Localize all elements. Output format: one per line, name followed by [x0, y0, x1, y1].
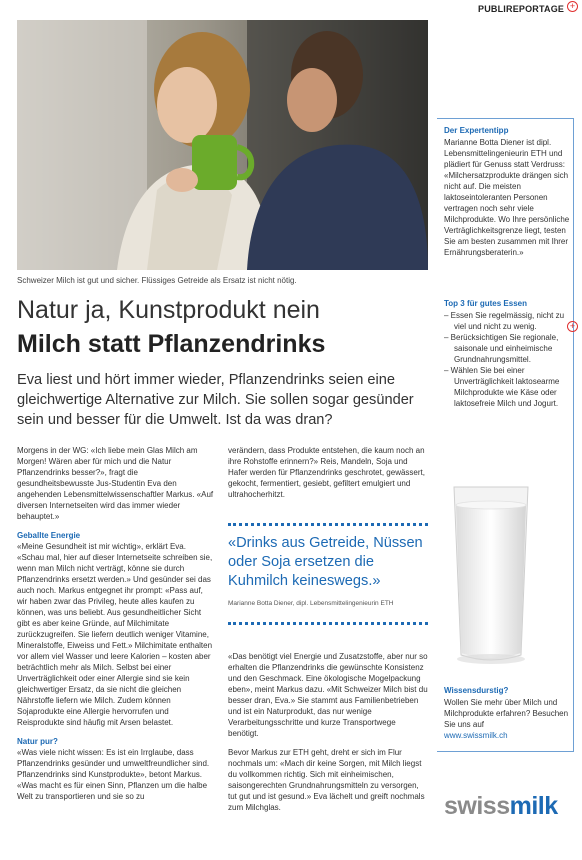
subheading: Geballte Energie: [17, 531, 81, 540]
article-column-2: [228, 445, 428, 508]
publireportage-label: PUBLIREPORTAGE: [478, 4, 565, 14]
milk-glass-image: [450, 483, 532, 668]
plus-icon[interactable]: +: [567, 321, 578, 332]
list-item: – Essen Sie regelmässig, nicht zu viel und nicht zu wenig.: [444, 311, 565, 331]
swissmilk-link[interactable]: www.swissmilk.ch: [444, 731, 508, 740]
plus-icon[interactable]: +: [567, 1, 578, 12]
swissmilk-logo: swissmilk: [444, 792, 558, 820]
pull-quote: «Drinks aus Getreide, Nüssen oder Soja ersetzen die Kuhmilch keineswegs.»: [228, 535, 423, 589]
expert-tip-text: Marianne Botta Diener ist dipl. Lebensmittelingenieurin ETH und plädiert für Genuss statt Verdruss: «Milchersatzprodukte drängen sich nicht auf. Die meisten laktoseintoleranten Personen vertragen noch sehr viele Milchprodukte. Wo Ihre persönliche Verträglichkeitsgrenze liegt, testen Sie am besten zusammen mit Ihrer Ernährungsberaterin.»: [444, 138, 570, 257]
list-item: – Berücksichtigen Sie regionale, saisonale und einheimische Grundnahrungsmittel.: [444, 333, 559, 364]
article-title: Natur ja, Kunstprodukt nein: [17, 296, 320, 324]
wissensdurstig-title: Wissensdurstig?: [444, 686, 509, 695]
paragraph: Morgens in der WG: «Ich liebe mein Glas Milch am Morgen! Wären aber für mich und die Natur Pflanzendrinks besser?», fragt die gesundheitsbewusste Jus-Studentin Eva den angehenden Lebensmittelwissenschaftler Markus. «Auf diversen Internetseiten wird das immer wieder behauptet.»: [17, 446, 214, 521]
photo-caption: Schweizer Milch ist gut und sicher. Flüssiges Getreide als Ersatz ist nicht nötig.: [17, 276, 297, 285]
paragraph: «Was viele nicht wissen: Es ist ein Irrglaube, dass Pflanzendrinks gesünder und umweltfreundlicher sind. Pflanzendrinks sind Kunstprodukte», betont Markus. «Was macht es für einen Sinn, Pflanzen um die halbe Welt zu transportieren und sie so zu: [17, 748, 210, 801]
paragraph: «Das benötigt viel Energie und Zusatzstoffe, aber nur so erhalten die Pflanzendrinks die gewünschte Konsistenz und den Geschmack. Eine ökologische Mogelpackung eben», meint Markus dazu. «Mit Schweizer Milch bist du besser dran, Eva.» Sie stammt aus Familienbetrieben und ist ein Naturprodukt, das nur wenige Verarbeitungsschritte und kurze Transportwege benötigt.: [228, 652, 428, 738]
divider: [228, 523, 428, 526]
subheading: Natur pur?: [17, 737, 58, 746]
article-column-2-continued: [228, 651, 428, 821]
top3-title: Top 3 für gutes Essen: [444, 299, 527, 308]
article-lead: Eva liest und hört immer wieder, Pflanzendrinks seien eine gleichwertige Alternative zur Milch. Sie sollen sogar gesünder sein und besser für die Umwelt. Ist da was dran?: [17, 372, 414, 428]
list-item: – Wählen Sie bei einer Unverträglichkeit laktosearme Milchprodukte wie Käse oder laktosefreie Milch und Jogurt.: [444, 366, 560, 408]
expert-tip: [444, 125, 572, 258]
article-title-bold: Milch statt Pflanzendrinks: [17, 330, 326, 358]
top3-list: [444, 298, 572, 409]
expert-tip-title: Der Expertentipp: [444, 126, 509, 135]
hero-photo: [17, 20, 428, 270]
quote-source: Marianne Botta Diener, dipl. Lebensmittelingenieurin ETH: [228, 600, 394, 607]
paragraph: verändern, dass Produkte entstehen, die kaum noch an ihre Rohstoffe erinnern?» Reis, Mandeln, Soja und Hafer werden für Pflanzendrinks geschrotet, gewässert, gekocht, fermentiert, gesiebt, gefiltert emulgiert und ultrahocherhitzt.: [228, 446, 425, 499]
paragraph: «Meine Gesundheit ist mir wichtig», erklärt Eva. «Schau mal, hier auf dieser Internetseite schreiben sie, wenn man Milch nicht verträgt, könne sie durch Pflanzendrinks ersetzt werden.» Und gesünder sei das auch noch. Markus entgegnet ihr prompt: «Pass auf, wir haben zwar das Privileg, heute alles kaufen zu können, was uns beliebt. Aus gesundheitlicher Sicht gibt es aber keine Gründe, auf Milchimitate zurückzugreifen. Sie liefern deutlich weniger Vitamine, Mineralstoffe, Eiweiss und Fett.» Milchimitate enthalten vor allem viel Wasser und leere Kalorien – kosten aber beträchtlich mehr als Milch. Selbst bei einer Unverträglichkeit oder einer Allergie sind sie kein gleichwertiger Ersatz, da sie nicht die gleichen Nährstoffe liefern wie Milch. Zudem können Sojaprodukte eine Allergie hervorrufen und Reisprodukte sind häufig mit Arsen belastet.: [17, 542, 213, 727]
divider: [228, 622, 428, 625]
article-column-1: [17, 445, 215, 810]
paragraph: Bevor Markus zur ETH geht, dreht er sich im Flur nochmals um: «Mach dir keine Sorgen, mit Milch liegst du vollkommen richtig. Sich mit einheimischen, saisongerechten Grundnahrungsmitteln zu versorgen, tut gut und ist gesund.» Eva lächelt und greift nochmals zum Milchglas.: [228, 748, 425, 812]
wissensdurstig-box: [444, 685, 572, 741]
wissensdurstig-text: Wollen Sie mehr über Milch und Milchprodukte erfahren? Besuchen Sie uns auf: [444, 698, 569, 729]
